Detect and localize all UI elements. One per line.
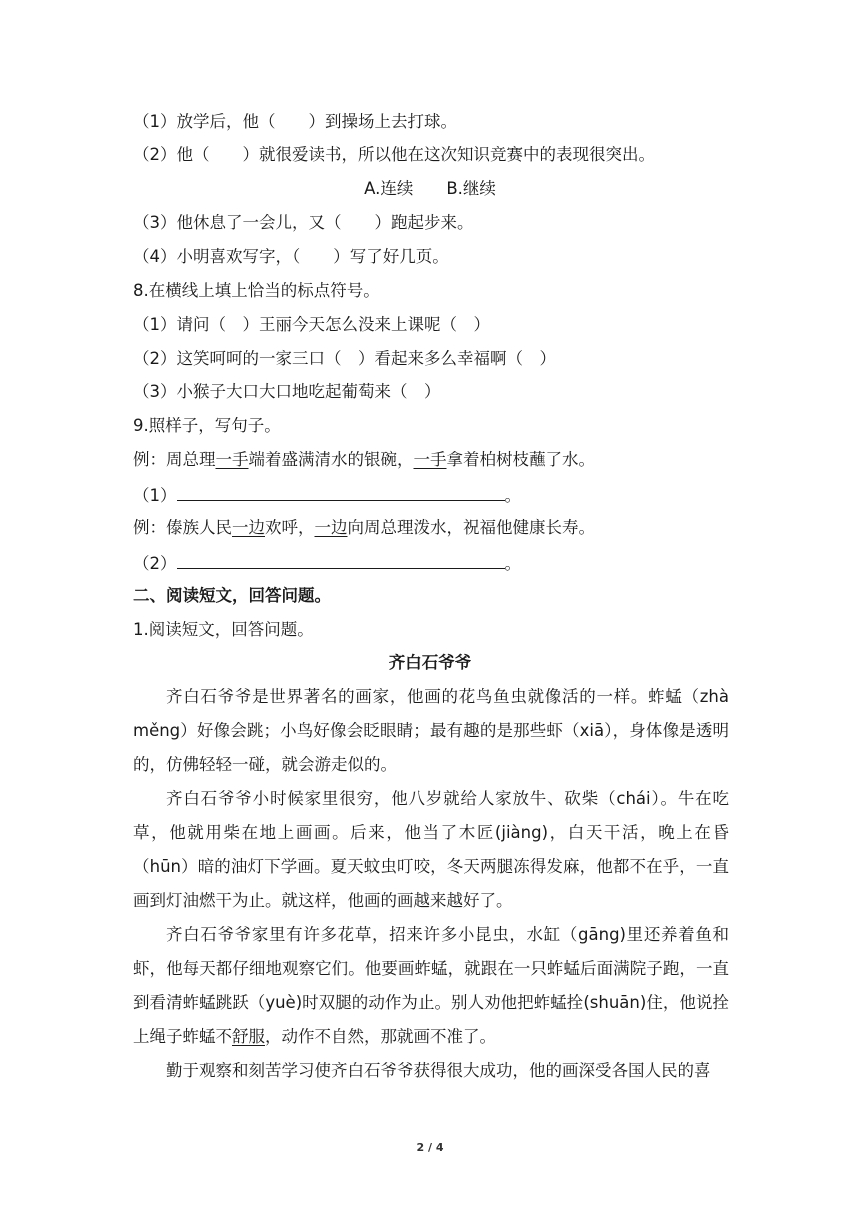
page-number: 2 / 4	[416, 1141, 444, 1154]
question-7-item-1: （1）放学后，他（ ）到操场上去打球。	[133, 112, 457, 131]
answer-line-2: （2） 。	[133, 554, 521, 573]
underlined-word: 一边	[314, 518, 348, 537]
reading-question-1: 1.阅读短文，回答问题。	[133, 620, 314, 639]
underlined-word: 一手	[215, 450, 249, 469]
question-7-item-4: （4）小明喜欢写字，（ ）写了好几页。	[133, 247, 449, 266]
passage-paragraph-1: 齐白石爷爷是世界著名的画家，他画的花鸟鱼虫就像活的一样。蚱蜢（zhà měng）好像会跳；小鸟好像会眨眼睛；最有趣的是那些虾（xiā），身体像是透明的，仿佛轻轻一碰，就会游走似的。	[133, 687, 729, 774]
question-7-item-3: （3）他休息了一会儿，又（ ）跑起步来。	[133, 213, 474, 232]
question-8-item-2: （2）这笑呵呵的一家三口（ ）看起来多么幸福啊（ ）	[133, 349, 556, 368]
section-title: 二、阅读短文，回答问题。	[133, 586, 331, 605]
question-8-title: 8.在横线上填上恰当的标点符号。	[133, 281, 380, 300]
question-8-item-3: （3）小猴子大口大口地吃起葡萄来（ ）	[133, 382, 441, 401]
underlined-word: 舒服	[232, 1027, 265, 1046]
answer-line-1: （1） 。	[133, 486, 521, 505]
question-9-title: 9.照样子，写句子。	[133, 416, 281, 435]
passage-paragraph-3: 齐白石爷爷家里有许多花草，招来许多小昆虫，水缸（gāng)里还养着鱼和虾，他每天都仔细地观察它们。他要画蚱蜢，就跟在一只蚱蜢后面满院子跑，一直到看清蚱蜢跳跃（yuè)时双腿的动作为止。别人劝他把蚱蜢拴(shuān)住，他说拴上绳子蚱蜢不舒服，动作不自然，那就画不准了。	[133, 925, 729, 1046]
underlined-word: 一手	[413, 450, 447, 469]
answer-blank-1[interactable]	[177, 484, 505, 501]
answer-blank-2[interactable]	[177, 552, 505, 569]
options-line: A.连续 B.继续	[364, 179, 496, 198]
underlined-word: 一边	[232, 518, 265, 537]
passage-title: 齐白石爷爷	[388, 653, 472, 672]
passage-paragraph-2: 齐白石爷爷小时候家里很穷，他八岁就给人家放牛、砍柴（chái）。牛在吃草，他就用柴在地上画画。后来，他当了木匠(jiàng)，白天干活，晚上在昏（hūn）暗的油灯下学画。夏天蚊虫叮咬，冬天两腿冻得发麻，他都不在乎，一直画到灯油燃干为止。就这样，他画的画越来越好了。	[133, 789, 729, 910]
question-7-item-2: （2）他（ ）就很爱读书，所以他在这次知识竞赛中的表现很突出。	[133, 145, 655, 164]
example-sentence-2: 例：傣族人民一边欢呼，一边向周总理泼水，祝福他健康长寿。	[133, 518, 595, 537]
passage-paragraph-4: 勤于观察和刻苦学习使齐白石爷爷获得很大成功，他的画深受各国人民的喜	[166, 1061, 711, 1080]
question-8-item-1: （1）请问（ ）王丽今天怎么没来上课呢（ ）	[133, 315, 490, 334]
example-sentence-1: 例：周总理一手端着盛满清水的银碗，一手拿着柏树枝蘸了水。	[133, 450, 595, 469]
